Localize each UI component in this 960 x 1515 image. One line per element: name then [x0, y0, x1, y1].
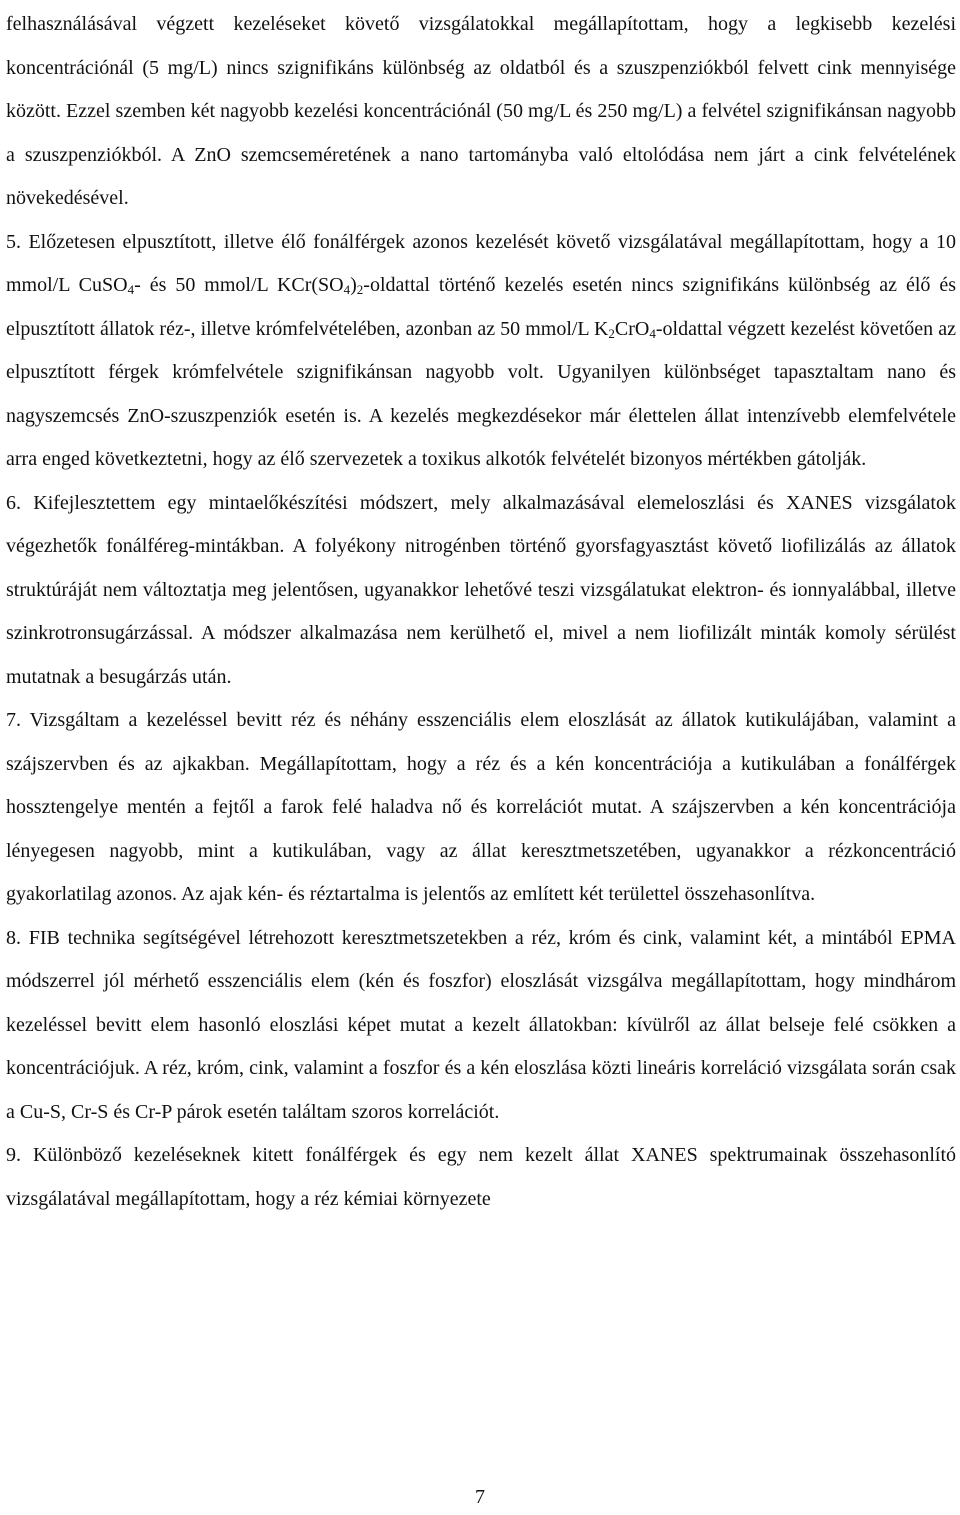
text-run: 5. Előzetesen elpusztított, illetve élő fonálférgek azonos kezelését követő vizsgálatával megállapítottam, hogy a 10 mmol/L CuSO	[6, 230, 956, 296]
page-number: 7	[475, 1486, 485, 1508]
text-run: -oldattal végzett kezelést követően az elpusztított férgek krómfelvétele szignifikánsan nagyobb volt. Ugyanilyen különbséget tapasztaltam nano és nagyszemcsés ZnO-szuszpenziók esetén is. A kezelés megkezdésekor már élettelen állat intenzívebb elemfelvétele arra enged következtetni, hogy az élő szervezetek a toxikus alkotók felvételét bizonyos mértékben gátolják.	[6, 317, 956, 470]
text-run: CrO	[614, 317, 650, 340]
text-run: )	[350, 274, 357, 296]
text-run: - és 50 mmol/L KCr(SO	[134, 274, 344, 296]
subscript: 4	[649, 325, 656, 341]
subscript: 4	[343, 282, 351, 297]
paragraph-zno-uptake: felhasználásával végzett kezeléseket követő vizsgálatokkal megállapítottam, hogy a legkisebb kezelési koncentrációnál (5 mg/L) nincs szignifikáns különbség az oldatból és a szuszpenziókból felvett cink mennyisége között. Ezzel szemben két nagyobb kezelési koncentrációnál (50 mg/L és 250 mg/L) a felvétel szignifikánsan nagyobb a szuszpenziókból. A ZnO szemcseméretének a nano tartományba való eltolódása nem járt a cink felvételének növekedésével.	[6, 13, 956, 209]
document-body	[6, 3, 956, 1221]
subscript: 2	[608, 325, 615, 341]
subscript: 4	[127, 282, 135, 297]
paragraph-5-live-dead-worms	[6, 221, 956, 482]
paragraph-6-sample-preparation: 6. Kifejlesztettem egy mintaelőkészítési módszert, mely alkalmazásával elemeloszlási és XANES vizsgálatok végezhetők fonálféreg-mintákban. A folyékony nitrogénben történő gyorsfagyasztást követő liofilizálás az állatok struktúráját nem változtatja meg jelentősen, ugyanakkor lehetővé teszi vizsgálatukat elektron- és ionnyalábbal, illetve szinkrotronsugárzással. A módszer alkalmazása nem kerülhető el, mivel a nem liofilizált minták komoly sérülést mutatnak a besugárzás után.	[6, 491, 956, 688]
paragraph-7-element-distribution: 7. Vizsgáltam a kezeléssel bevitt réz és néhány esszenciális elem eloszlását az állatok kutikulájában, valamint a szájszervben és az ajkakban. Megállapítottam, hogy a réz és a kén koncentrációja a kutikulában a fonálférgek hossztengelye mentén a fejtől a farok felé haladva nő és korrelációt mutat. A szájszervben a kén koncentrációja lényegesen nagyobb, mint a kutikulában, vagy az állat keresztmetszetében, ugyanakkor a rézkoncentráció gyakorlatilag azonos. Az ajak kén- és réztartalma is jelentős az említett két területtel összehasonlítva.	[6, 709, 956, 905]
text-run: -oldattal történő kezelés esetén nincs szignifikáns különbség az élő és elpusztított állatok réz-, illetve krómfelvételében, azonban az 50 mmol/L K	[6, 274, 956, 340]
paragraph-8-fib-cross-sections: 8. FIB technika segítségével létrehozott keresztmetszetekben a réz, króm és cink, valamint két, a mintából EPMA módszerrel jól mérhető esszenciális elem (kén és foszfor) eloszlását vizsgálva megállapítottam, hogy mindhárom kezeléssel bevitt elem hasonló eloszlási képet mutat a kezelt állatokban: kívülről az állat belseje felé csökken a koncentrációjuk. A réz, króm, cink, valamint a foszfor és a kén eloszlása közti lineáris korreláció vizsgálata során csak a Cu-S, Cr-S és Cr-P párok esetén találtam szoros korrelációt.	[6, 926, 956, 1123]
subscript: 2	[356, 282, 364, 297]
paragraph-9-xanes: 9. Különböző kezeléseknek kitett fonálférgek és egy nem kezelt állat XANES spektrumainak összehasonlító vizsgálatával megállapítottam, hogy a réz kémiai környezete	[6, 1144, 956, 1210]
